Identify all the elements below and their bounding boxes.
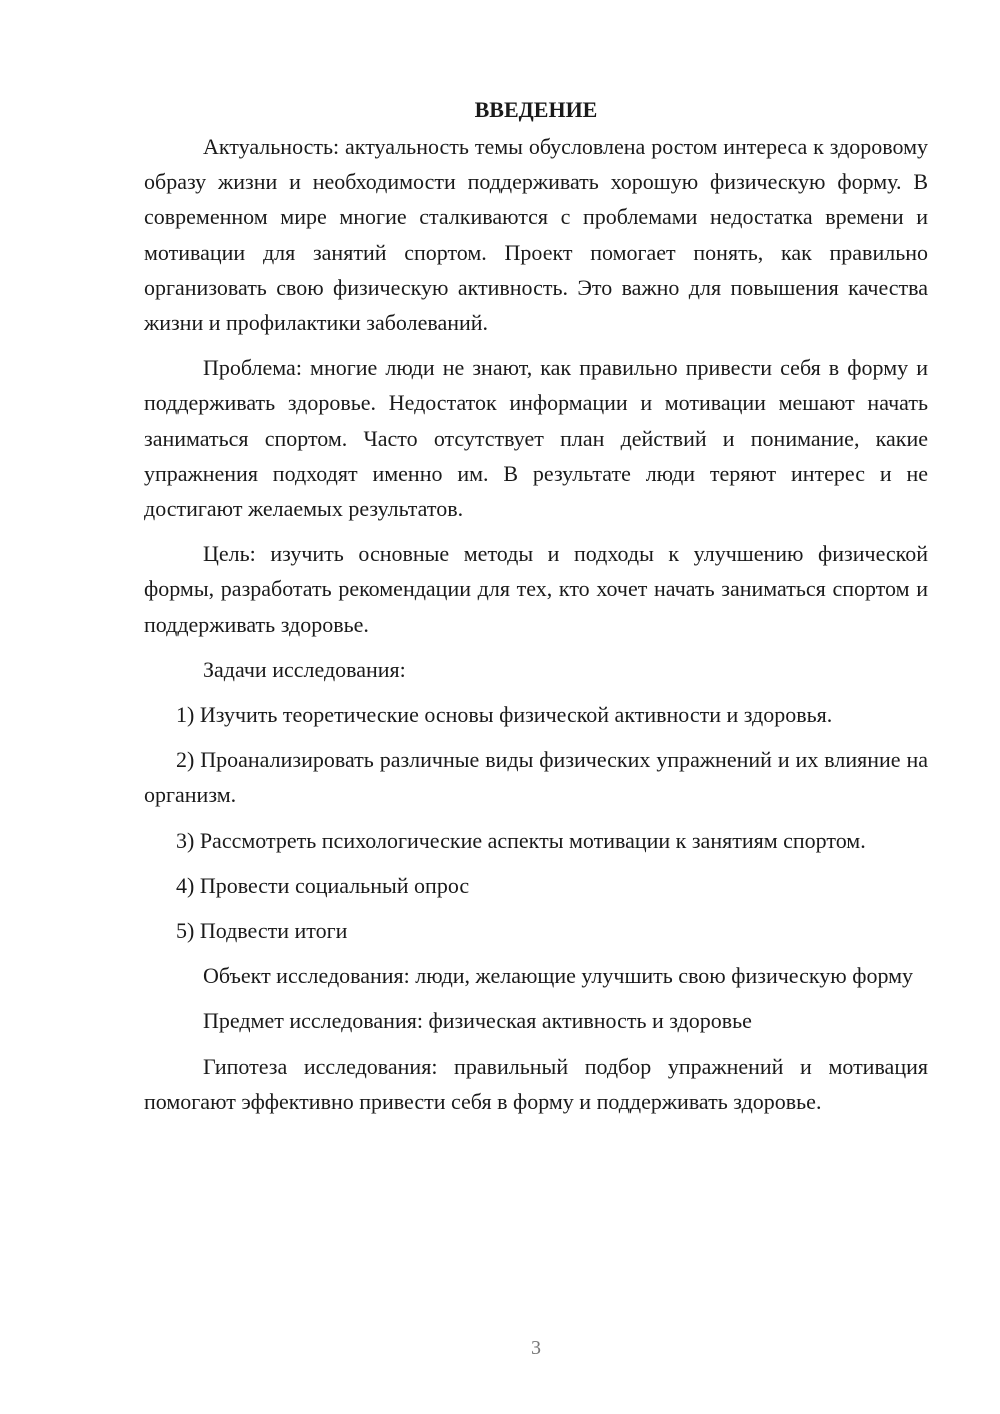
task-item-4: 4) Провести социальный опрос: [176, 872, 470, 898]
paragraph-problem: Проблема: многие люди не знают, как правильно привести себя в форму и поддерживать здоровье. Недостаток информации и мотивации мешают начать заниматься спортом. Часто отсутствует план действий и понимание, какие упражнения подходят именно им. В результате люди теряют интерес и не достигают желаемых результатов.: [144, 355, 928, 522]
paragraph-hypothesis: Гипотеза исследования: правильный подбор упражнений и мотивация помогают эффективно привести себя в форму и поддерживать здоровье.: [144, 1053, 928, 1114]
document-page: [144, 92, 928, 1129]
paragraph-goal: Цель: изучить основные методы и подходы к улучшению физической формы, разработать рекомендации для тех, кто хочет начать заниматься спортом и поддерживать здоровье.: [144, 541, 928, 637]
paragraph-subject: Предмет исследования: физическая активность и здоровье: [203, 1008, 752, 1034]
page-number: 3: [531, 1337, 541, 1359]
task-item-5: 5) Подвести итоги: [176, 918, 348, 944]
document-title: ВВЕДЕНИЕ: [474, 97, 598, 122]
task-item-2: 2) Проанализировать различные виды физических упражнений и их влияние на организм.: [144, 747, 928, 808]
paragraph-object: Объект исследования: люди, желающие улучшить свою физическую форму: [203, 963, 914, 989]
paragraph-relevance: Актуальность: актуальность темы обусловлена ростом интереса к здоровому образу жизни и необходимости поддерживать хорошую физическую форму. В современном мире многие сталкиваются с проблемами недостатка времени и мотивации для занятий спортом. Проект помогает понять, как правильно организовать свою физическую активность. Это важно для повышения качества жизни и профилактики заболеваний.: [144, 134, 928, 336]
task-item-1: 1) Изучить теоретические основы физической активности и здоровья.: [176, 702, 833, 728]
task-item-3: 3) Рассмотреть психологические аспекты мотивации к занятиям спортом.: [176, 827, 866, 853]
tasks-heading: Задачи исследования:: [203, 656, 406, 682]
